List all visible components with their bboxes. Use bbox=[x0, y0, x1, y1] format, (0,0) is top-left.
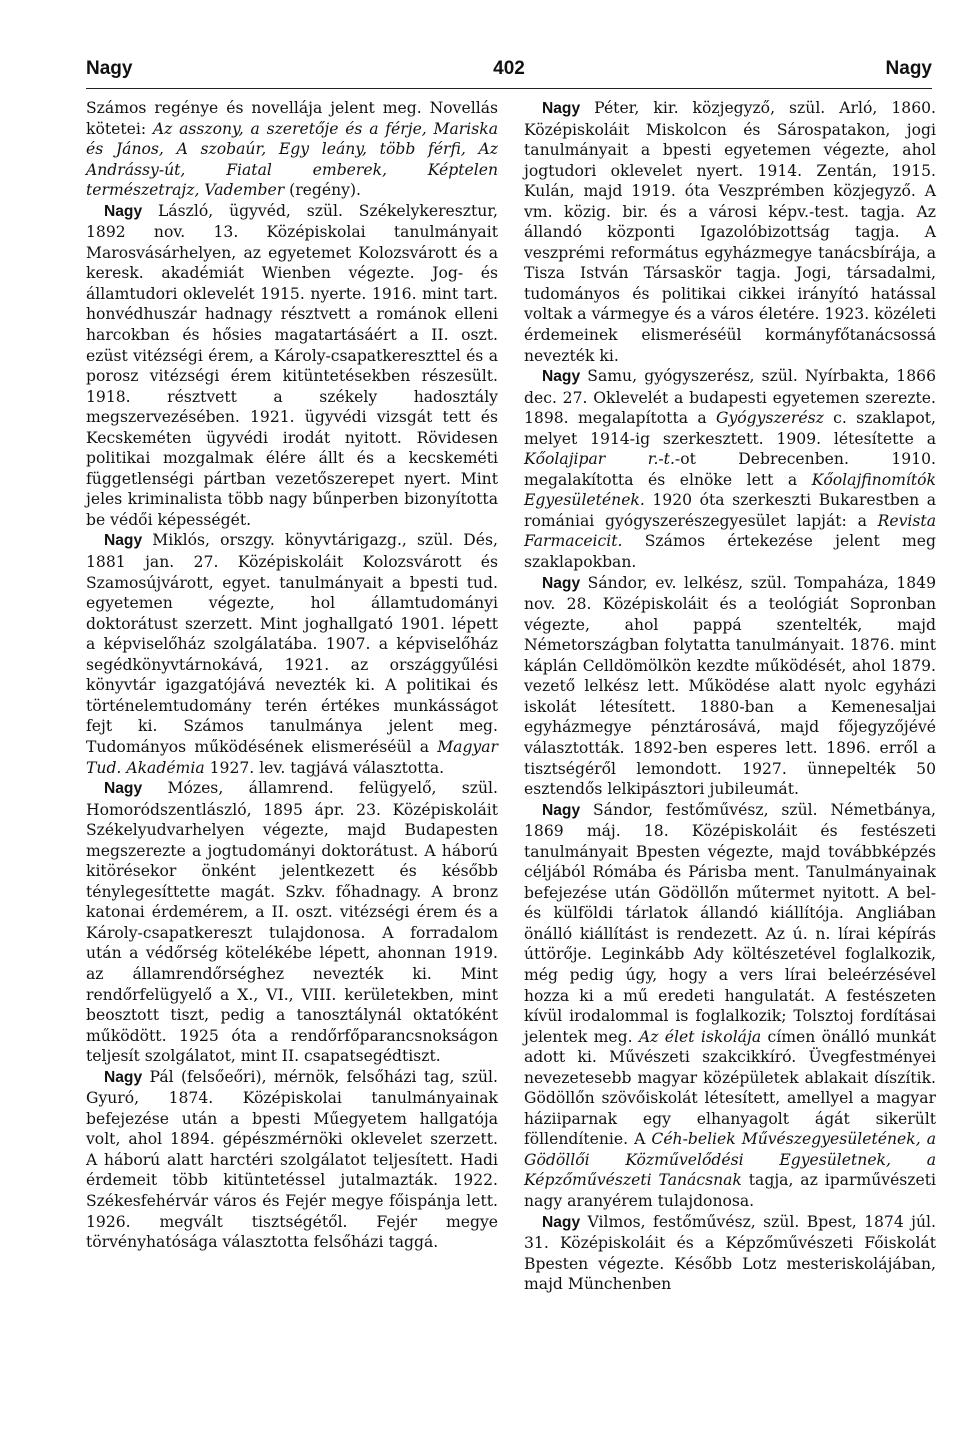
biography-entry bbox=[86, 778, 498, 1067]
biography-entry bbox=[524, 800, 936, 1212]
entry-text: (regény). bbox=[284, 181, 362, 200]
entry-text: -ot Debrecenben. 1910. megalakította és elnöke lett a bbox=[524, 450, 937, 489]
entry-surname: Nagy bbox=[542, 574, 581, 592]
entry-text: 1927. lev. tagjává választotta. bbox=[204, 758, 445, 777]
entry-text: c. szaklapot, melyet 1914-ig szerkesztett. 1909. létesítette a bbox=[524, 409, 937, 448]
entry-text: Pál (felsőeőri), mérnök, felsőházi tag, szül. Gyuró, 1874. Középiskolai tanulmányainak befejezése után a bpesti Műegyetem hallgatója volt, ahol 1894. gépészmérnöki oklevelet szerzett. A háború alatt harctéri szolgálatot teljesített. Hadi érdemeit több kitüntetéssel jutalmazták. 1922. Székesfehérvár város és Fejér megye főispánja lett. 1926. megvált tisztségétől. Fejér megye törvényhatósága választotta felsőházi taggá. bbox=[86, 1067, 498, 1252]
biography-entry bbox=[524, 98, 936, 366]
entry-surname: Nagy bbox=[542, 100, 581, 117]
entry-surname: Nagy bbox=[104, 1068, 143, 1086]
header-rule bbox=[86, 88, 932, 89]
entry-text: Sándor, ev. lelkész, szül. Tompaháza, 1849 nov. 28. Középiskoláit és a teológiát Sopronban végezte, ahol pappá szentelték, majd Németországban folytatta tanulmányait. 1876. mint káplán Celldömölkön kezdte működését, ahol 1879. vezető lelkész lett. Működése alatt nyolc egyházi iskolát létesített. 1880-ban a Kemenesaljai egyházmegye pénztárosává, majd főjegyzőjévé választották. 1892-ben esperes lett. 1896. erről a tisztségéről lemondott. 1927. ünnepelték 50 esztendős lelkipásztori jubileumát. bbox=[524, 573, 936, 799]
entry-text: Miklós, orszgy. könyvtárigazg., szül. Dés, 1881 jan. 27. Középiskoláit Kolozsvárott és Szamosújvárott, egyet. tanulmányait a bpesti tud. egyetemen végezte, hol államtudományi doktorátust szerzett. Mint joghallgató 1901. lépett a képviselőház szolgálatába. 1907. a képviselőház segédkönyvtárnokává, 1921. az országgyűlési könyvtár igazgatójává nevezték ki. A politikai és történelemtudomány terén értékes munkásságot fejt ki. Számos tanulmánya jelent meg. Tudományos működésének elismeréséül a bbox=[86, 531, 498, 756]
left-column bbox=[86, 98, 498, 1253]
header-right-word: Nagy bbox=[885, 58, 932, 79]
entry-text: tagja, az iparművészeti nagy aranyérem tulajdonosa. bbox=[524, 1171, 937, 1210]
italic-title: Revista Farmaceicit. bbox=[524, 511, 936, 551]
biography-entry bbox=[86, 98, 498, 201]
running-header bbox=[86, 58, 932, 88]
entry-text: címen önálló munkát adott ki. Művészeti szakcikkíró. Üvegfestményei nevezetesebb magyar középületek ablakait díszítik. Gödöllőn szövőiskolát létesített, amellyel a magyar háziiparnak egy elhanyagolt ágát sikerült föllendítenie. A bbox=[524, 1027, 936, 1149]
entry-surname: Nagy bbox=[542, 1213, 581, 1231]
italic-title: Az asszony, a szeretője és a férje, Mariska és János, A szobaúr, Egy leány, több férfi, Az Andrássy-út, Fiatal emberek, Képtelen természetrajz, Vadember bbox=[86, 119, 498, 200]
entry-text: Sándor, festőművész, szül. Németbánya, 1869 máj. 18. Középiskoláit és festészeti tanulmányait Bpesten végezte, majd továbbképzés céljából Rómába és Párisba ment. Tanulmányainak befejezése után Gödöllőn műtermet nyitott. A bel- és külföldi tárlatok állandó kiállítója. Angliában önálló kiállítást is rendezett. Az ú. n. lírai képírás úttörője. Leginkább Ady költészetével foglalkozik, még pedig úgy, hogy a vers lírai beleérzésével hozza ki a mű eredeti hangulatát. A festészeten kívül irodalommal is foglalkozik; Tolsztoj fordításai jelentek meg. bbox=[524, 800, 936, 1046]
entry-text: László, ügyvéd, szül. Székelykeresztur, 1892 nov. 13. Középiskolai tanulmányait Marosvásárhelyen, az egyetemet Kolozsvárott és a keresk. akadémiát Wienben végezte. Jog- és államtudori oklevelét 1915. nyerte. 1916. mint tart. honvédhuszár hadnagy résztvett a románok elleni harcokban és hősies magatartásáért a II. oszt. ezüst vitézségi érem, a Károly-csapatkereszttel és a porosz vitézségi érem kitüntetésekben részesült. 1918. résztvett a székely hadosztály megszervezésében. 1921. ügyvédi vizsgát tett és Kecskeméten ügyvédi irodát nyitott. Rövidesen politikai mozgalmak élére állt és a kecskeméti függetlenségi pártban vezetőszerepet nyert. Mint jeles kriminalista több nagy bűnperben bizonyította be védői képességét. bbox=[86, 201, 498, 529]
entry-surname: Nagy bbox=[104, 532, 143, 550]
biography-entry bbox=[524, 1212, 936, 1295]
right-column bbox=[524, 98, 936, 1295]
entry-text: Samu, gyógyszerész, szül. Nyírbakta, 1866 dec. 27. Oklevelét a budapesti egyetemen szerezte. 1898. megalapította a bbox=[524, 367, 936, 428]
header-left-word: Nagy bbox=[86, 58, 133, 79]
entry-surname: Nagy bbox=[104, 202, 143, 220]
italic-title: Az élet iskolája bbox=[638, 1027, 762, 1046]
italic-title: Magyar Tud. Akadémia bbox=[86, 737, 498, 777]
biography-entry bbox=[86, 1067, 498, 1253]
entry-surname: Nagy bbox=[542, 368, 581, 386]
entry-text: 1920 óta szerkeszti Bukarestben a romániai gyógyszerészegyesület lapját: a bbox=[524, 491, 936, 530]
italic-title: Kőolajipar r.-t. bbox=[524, 450, 675, 469]
biography-entry bbox=[524, 366, 936, 572]
biography-entry bbox=[86, 530, 498, 778]
entry-text: Péter, kir. közjegyző, szül. Arló, 1860. Középiskoláit Miskolcon és Sárospatakon, jogi tanulmányait a bpesti egyetemen végezte, ahol jogtudori oklevelet nyert. 1914. Zentán, 1915. Kulán, majd 1919. óta Veszprémben közjegyző. A vm. közig. bir. és a városi képv.-test. tagja. Az állandó központi Igazolóbizottság tagja. A veszprémi református egyházmegye tanácsbírája, a Tisza István Társaskör tagja. Jogi, társadalmi, tudományos és politikai cikkei irányító hatással voltak a vármegye és a város életére. 1923. közéleti érdemeinek elismeréséül kormányfőtanácsossá nevezték ki. bbox=[524, 99, 936, 365]
italic-title: Kőolajfinomítók Egyesületének. bbox=[524, 470, 936, 510]
entry-text: Vilmos, festőművész, szül. Bpest, 1874 júl. 31. Középiskoláit és a Képzőművészeti Főiskolát Bpesten végezte. Később Lotz mesteriskolájában, majd Münchenben bbox=[524, 1212, 936, 1294]
entry-text: Mózes, államrend. felügyelő, szül. Homoródszentlászló, 1895 ápr. 23. Középiskoláit Székelyudvarhelyen végezte, majd Budapesten megszerezte a jogtudományi doktorátust. A háború kitörésekor önként jelentkezett és később ténylegesíttette magát. Szkv. főhadnagy. A bronz katonai érdemérem, a II. oszt. vitézségi érem és a Károly-csapatkereszt tulajdonosa. A forradalom után a védőrség kötelékébe lépett, ahonnan 1919. az államrendőrséghez nevezték ki. Mint rendőrfelügyelő a X., VI., VIII. kerületekben, mint beosztott tiszt, pedig a tanosztálynál oktatóként működött. 1925 óta a rendőrfőparancsnokságon teljesít szolgálatot, mint II. csapatsegédtiszt. bbox=[86, 779, 498, 1066]
biography-entry bbox=[524, 573, 936, 800]
entry-surname: Nagy bbox=[104, 780, 143, 798]
entry-text: Számos regénye és novellája jelent meg. Novellás kötetei: bbox=[86, 99, 498, 138]
italic-title: Gyógyszerész bbox=[716, 409, 824, 428]
page-number: 402 bbox=[493, 58, 525, 79]
entry-text: Számos értekezése jelent meg szaklapokban. bbox=[524, 532, 936, 572]
biography-entry bbox=[86, 201, 498, 531]
italic-title: Céh-beliek Művészegyesületének, a Gödöllői Közművelődési Egyesületnek, a Képzőművészeti Tanácsnak bbox=[524, 1130, 936, 1190]
entry-surname: Nagy bbox=[542, 801, 581, 819]
